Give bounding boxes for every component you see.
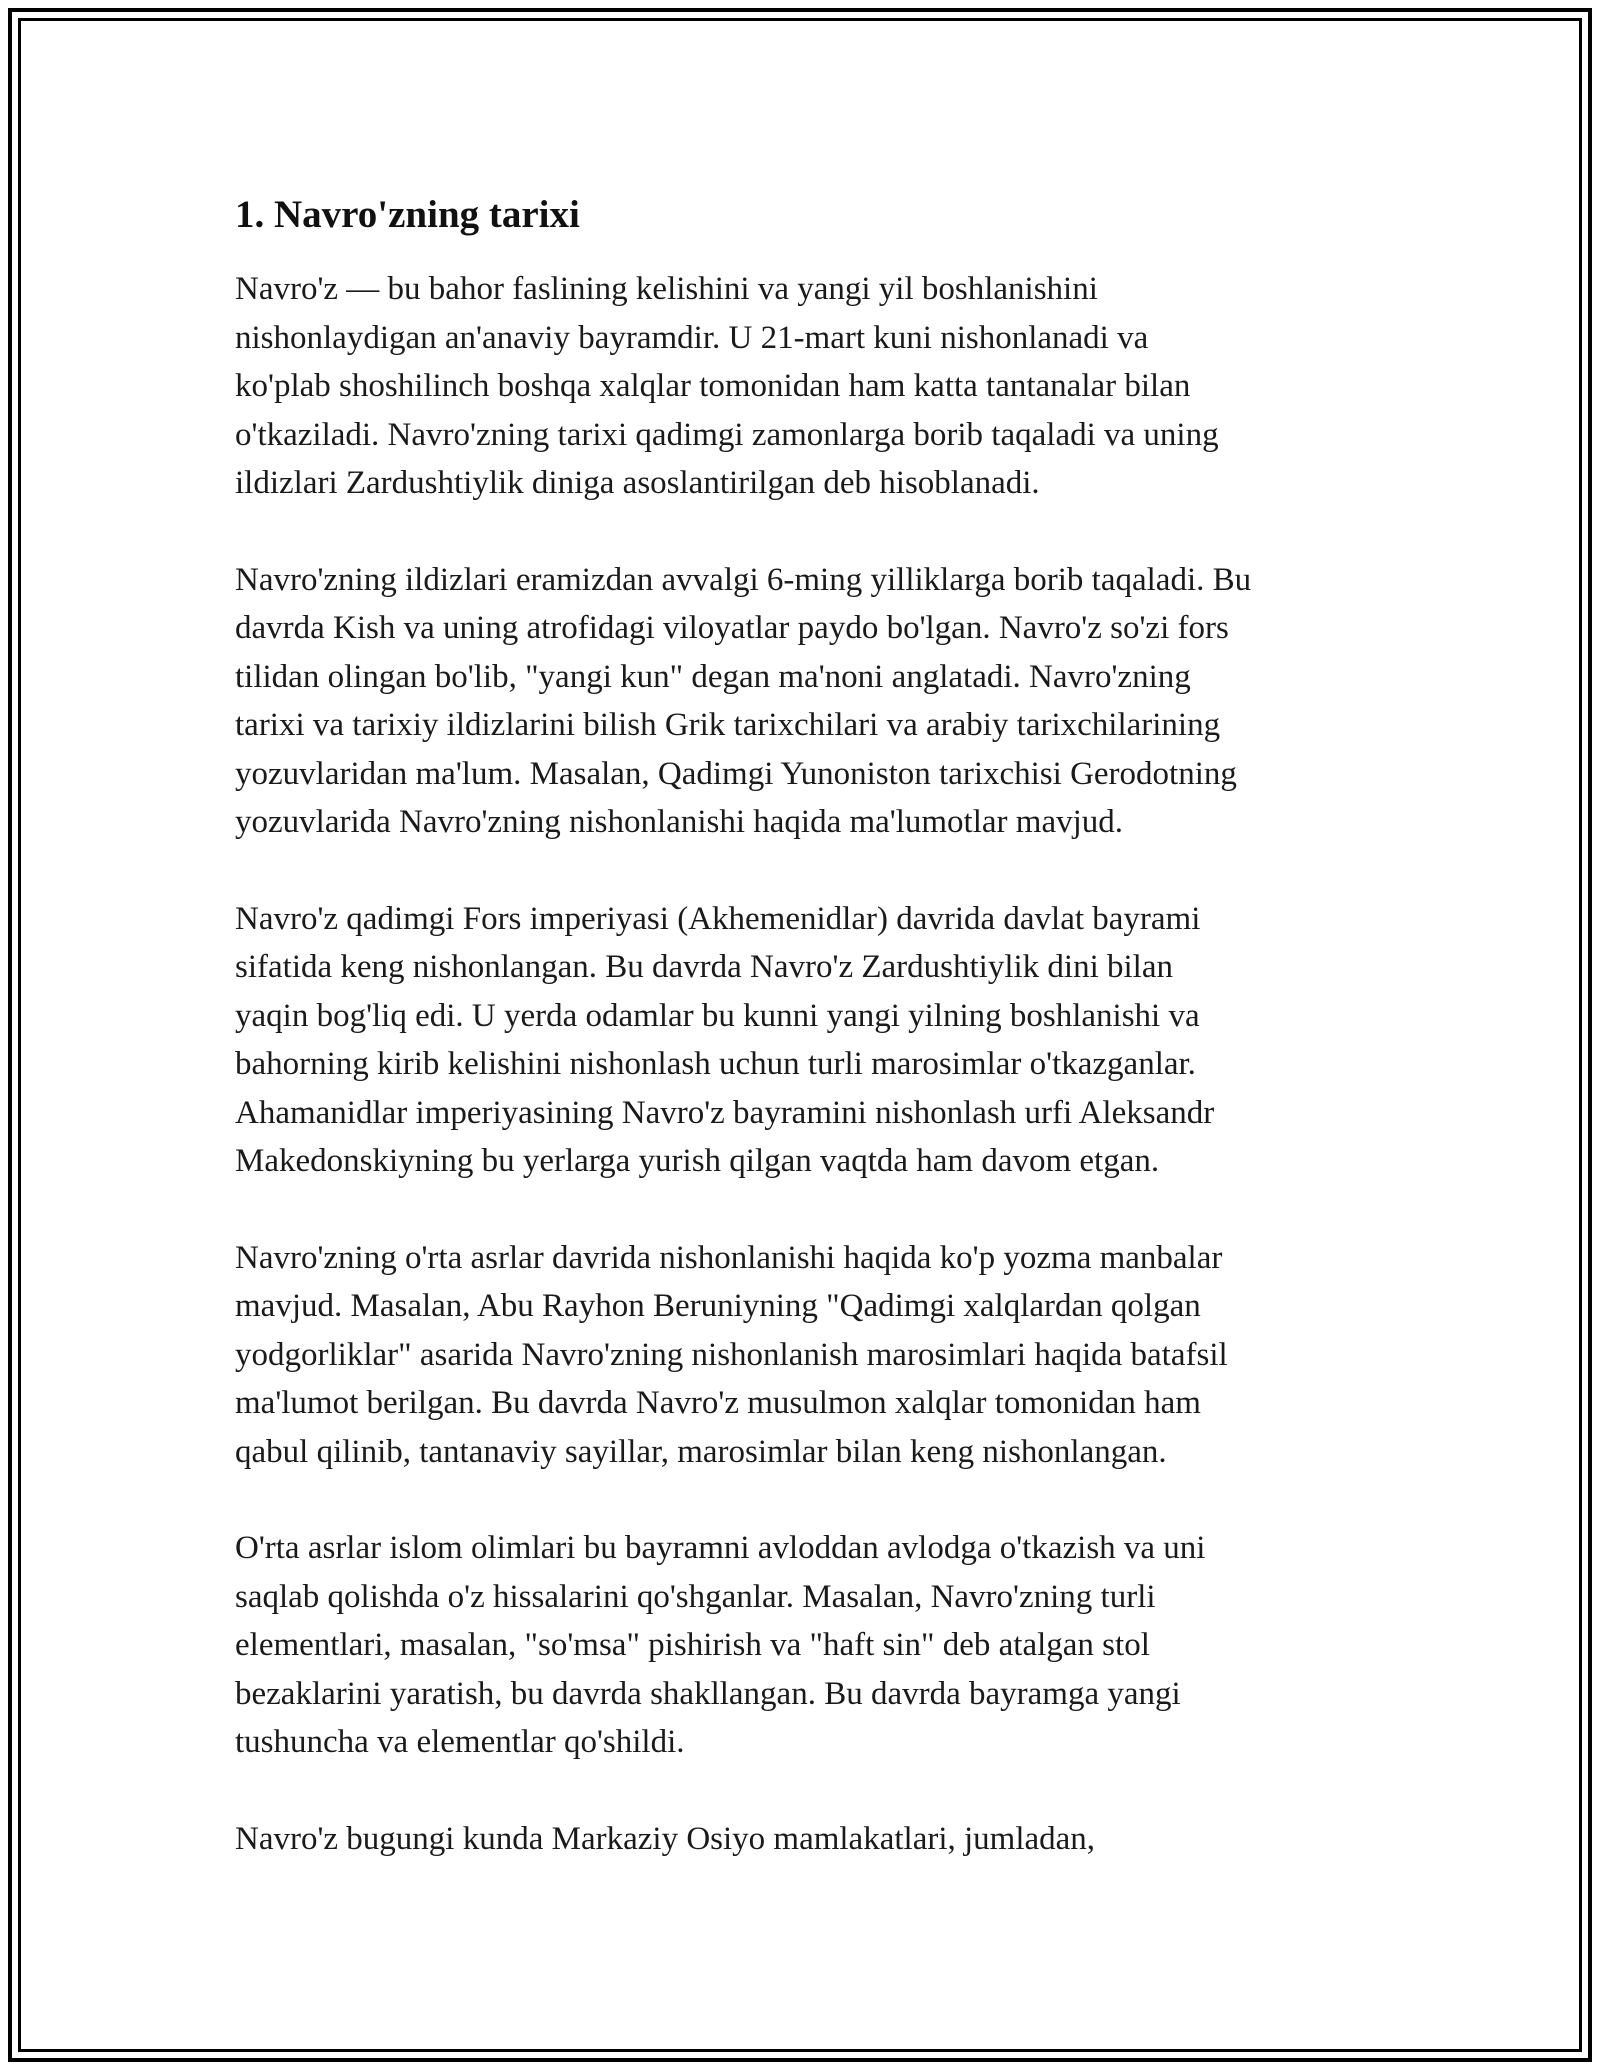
paragraph-line: O'rta asrlar islom olimlari bu bayramni avloddan avlodga o'tkazish va uni xyxy=(235,1530,1206,1566)
paragraph xyxy=(235,1234,1375,1477)
document-body xyxy=(235,185,1375,1911)
paragraph-line: ma'lumot berilgan. Bu davrda Navro'z musulmon xalqlar tomonidan ham xyxy=(235,1385,1201,1421)
paragraph-line: tilidan olingan bo'lib, "yangi kun" degan ma'noni anglatadi. Navro'zning xyxy=(235,658,1191,695)
paragraph-line: yaqin bog'liq edi. U yerda odamlar bu kunni yangi yilning boshlanishi va xyxy=(235,997,1200,1034)
paragraph-line: yodgorliklar" asarida Navro'zning nishonlanish marosimlari haqida batafsil xyxy=(235,1336,1228,1373)
paragraph xyxy=(235,265,1375,508)
paragraph-line: Ahamanidlar imperiyasining Navro'z bayramini nishonlash urfi Aleksandr xyxy=(235,1094,1215,1131)
paragraph xyxy=(235,895,1375,1186)
paragraph-line: o'tkaziladi. Navro'zning tarixi qadimgi zamonlarga borib taqaladi va uning xyxy=(235,416,1219,453)
section-heading: 1. Navro'zning tarixi xyxy=(235,193,580,236)
paragraph-line: Navro'z qadimgi Fors imperiyasi (Akhemenidlar) davrida davlat bayrami xyxy=(235,900,1201,937)
paragraph xyxy=(235,1815,1375,1864)
paragraph-line: nishonlaydigan an'anaviy bayramdir. U 21-mart kuni nishonlanadi va xyxy=(235,319,1149,356)
paragraph-line: Navro'zning o'rta asrlar davrida nishonlanishi haqida ko'p yozma manbalar xyxy=(235,1239,1223,1276)
paragraph-line: davrda Kish va uning atrofidagi viloyatlar paydo bo'lgan. Navro'z so'zi fors xyxy=(235,610,1229,646)
paragraph-line: qabul qilinib, tantanaviy sayillar, marosimlar bilan keng nishonlangan. xyxy=(235,1433,1167,1470)
paragraph-line: Navro'zning ildizlari eramizdan avvalgi 6-ming yilliklarga borib taqaladi. Bu xyxy=(235,561,1252,598)
paragraph-line: bezaklarini yaratish, bu davrda shakllangan. Bu davrda bayramga yangi xyxy=(235,1675,1181,1712)
paragraph-list xyxy=(235,265,1375,1863)
paragraph-line: yozuvlarida Navro'zning nishonlanishi haqida ma'lumotlar mavjud. xyxy=(235,804,1124,840)
paragraph-line: mavjud. Masalan, Abu Rayhon Beruniyning "Qadimgi xalqlardan qolgan xyxy=(235,1288,1201,1324)
paragraph-line: ko'plab shoshilinch boshqa xalqlar tomonidan ham katta tantanalar bilan xyxy=(235,368,1191,404)
paragraph-line: elementlari, masalan, "so'msa" pishirish va "haft sin" deb atalgan stol xyxy=(235,1627,1150,1663)
paragraph-line: yozuvlaridan ma'lum. Masalan, Qadimgi Yunoniston tarixchisi Gerodotning xyxy=(235,755,1237,792)
paragraph-line: ildizlari Zardushtiylik diniga asoslantirilgan deb hisoblanadi. xyxy=(235,465,1040,501)
paragraph-line: Navro'z — bu bahor faslining kelishini va yangi yil boshlanishini xyxy=(235,271,1098,307)
paragraph-line: Navro'z bugungi kunda Markaziy Osiyo mamlakatlari, jumladan, xyxy=(235,1820,1096,1857)
paragraph-line: Makedonskiyning bu yerlarga yurish qilgan vaqtda ham davom etgan. xyxy=(235,1143,1160,1179)
paragraph-line: bahorning kirib kelishini nishonlash uchun turli marosimlar o'tkazganlar. xyxy=(235,1046,1196,1082)
paragraph-line: saqlab qolishda o'z hissalarini qo'shganlar. Masalan, Navro'zning turli xyxy=(235,1578,1156,1615)
paragraph-line: tarixi va tarixiy ildizlarini bilish Grik tarixchilari va arabiy tarixchilarining xyxy=(235,707,1221,743)
paragraph-line: tushuncha va elementlar qo'shildi. xyxy=(235,1724,685,1760)
paragraph-line: sifatida keng nishonlangan. Bu davrda Navro'z Zardushtiylik dini bilan xyxy=(235,949,1173,985)
paragraph xyxy=(235,556,1375,847)
paragraph xyxy=(235,1524,1375,1767)
